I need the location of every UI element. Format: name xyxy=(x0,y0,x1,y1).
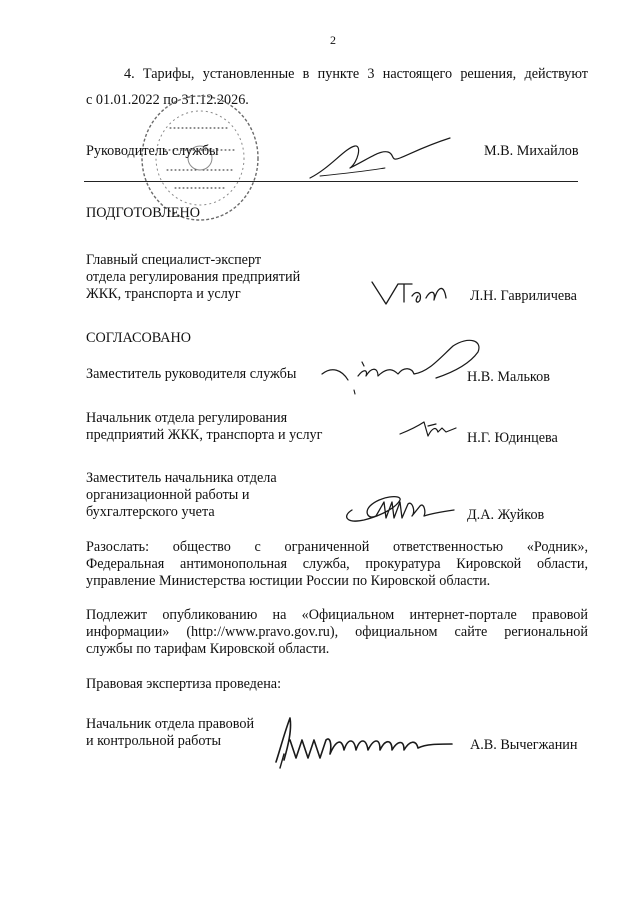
page-number: 2 xyxy=(330,33,336,47)
separator-line xyxy=(84,181,578,182)
distribution-line-2: Федеральная антимонопольная служба, прокуратура Кировской области, xyxy=(86,556,588,572)
publication-line-1: Подлежит опубликованию на «Официальном интернет-портале правовой xyxy=(86,607,588,623)
legal-review-signature xyxy=(262,710,466,770)
clause-4-line-2: с 01.01.2022 по 31.12.2026. xyxy=(86,92,249,108)
agreed-1-position: Заместитель руководителя службы xyxy=(86,366,297,382)
agreed-1-name: Н.В. Мальков xyxy=(467,369,550,385)
agreed-heading: СОГЛАСОВАНО xyxy=(86,330,192,346)
agreed-3-signature xyxy=(340,490,464,530)
prepared-position-line-1: Главный специалист-эксперт xyxy=(86,252,262,268)
agreed-2-position-line-1: Начальник отдела регулирования xyxy=(86,410,288,426)
agreed-3-name: Д.А. Жуйков xyxy=(467,507,545,523)
agreed-1-signature xyxy=(318,336,498,402)
legal-review-position-line-1: Начальник отдела правовой xyxy=(86,716,255,732)
agreed-3-position-line-1: Заместитель начальника отдела xyxy=(86,470,277,486)
legal-review-position-line-2: и контрольной работы xyxy=(86,733,221,749)
prepared-position-line-3: ЖКК, транспорта и услуг xyxy=(86,286,241,302)
distribution-line-1: Разослать: общество с ограниченной ответственностью «Родник», xyxy=(86,539,588,555)
legal-review-line: Правовая экспертиза проведена: xyxy=(86,676,282,692)
head-title: Руководитель службы xyxy=(86,143,219,159)
publication-line-2: информации» (http://www.pravo.gov.ru), официальном сайте региональной xyxy=(86,624,588,640)
agreed-3-position-line-3: бухгалтерского учета xyxy=(86,504,215,520)
prepared-position-line-2: отдела регулирования предприятий xyxy=(86,269,301,285)
head-name: М.В. Михайлов xyxy=(484,143,579,159)
agreed-2-signature xyxy=(398,418,468,442)
prepared-heading: ПОДГОТОВЛЕНО xyxy=(86,205,200,221)
prepared-name: Л.Н. Гавриличева xyxy=(470,288,577,304)
agreed-3-position-line-2: организационной работы и xyxy=(86,487,250,503)
head-signature xyxy=(300,128,480,188)
agreed-2-position-line-2: предприятий ЖКК, транспорта и услуг xyxy=(86,427,323,443)
distribution-line-3: управление Министерства юстиции России по Кировской области. xyxy=(86,573,491,589)
clause-4-line-1: 4. Тарифы, установленные в пункте 3 настоящего решения, действуют xyxy=(124,66,588,82)
agreed-2-name: Н.Г. Юдинцева xyxy=(467,430,558,446)
publication-line-3: службы по тарифам Кировской области. xyxy=(86,641,330,657)
prepared-signature xyxy=(368,278,458,308)
legal-review-name: А.В. Вычегжанин xyxy=(470,737,578,753)
